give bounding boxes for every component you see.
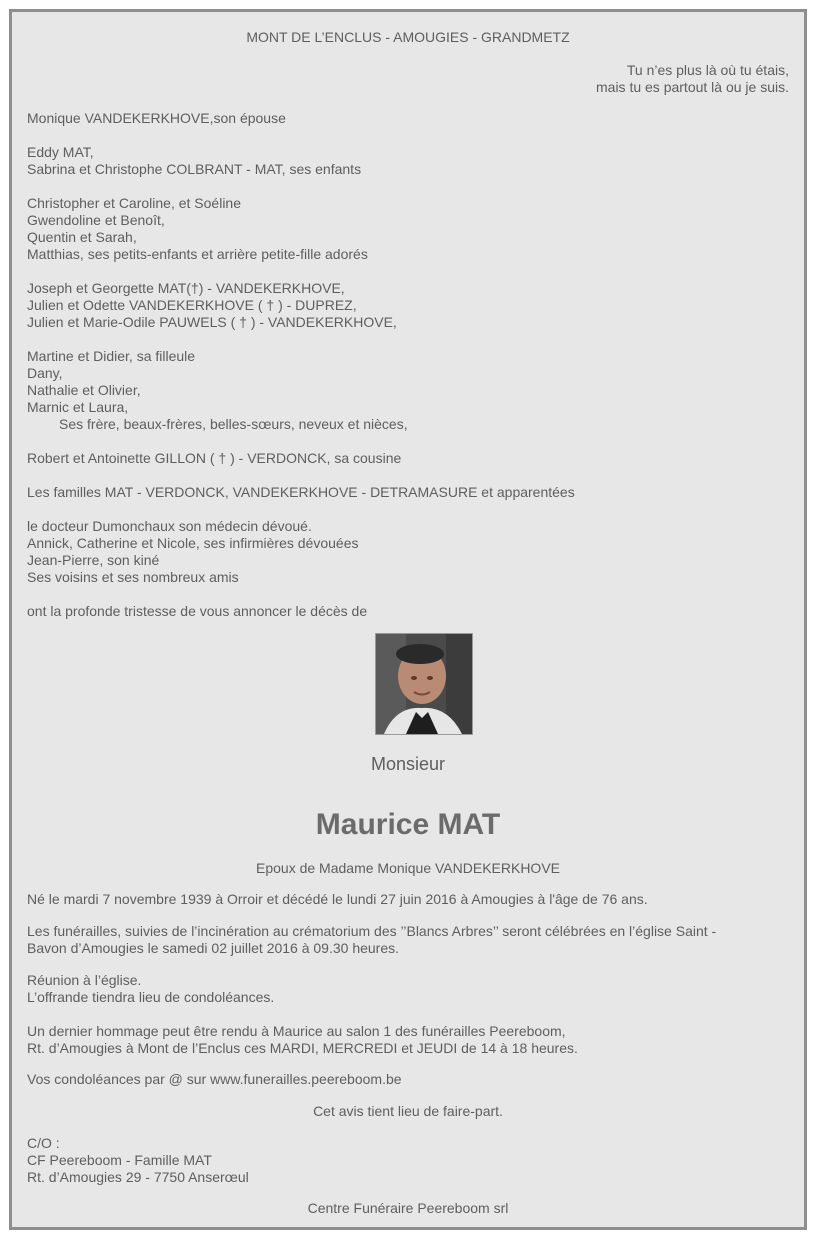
grandchildren-block	[27, 195, 789, 263]
spouse-line: Monique VANDEKERKHOVE,son épouse	[27, 110, 286, 126]
text-line: Sabrina et Christophe COLBRANT - MAT, ses enfants	[27, 161, 362, 177]
locations-header: MONT DE L’ENCLUS - AMOUGIES - GRANDMETZ	[246, 29, 570, 45]
text-line: Eddy MAT,	[27, 144, 94, 160]
text-line: Martine et Didier, sa filleule	[27, 348, 196, 364]
nephews-block	[27, 348, 789, 433]
families-line: Les familles MAT - VERDONCK, VANDEKERKHOVE - DETRAMASURE et apparentées	[27, 484, 575, 500]
text-line: CF Peereboom - Famille MAT	[27, 1152, 212, 1168]
text-line: Annick, Catherine et Nicole, ses infirmières dévouées	[27, 535, 359, 551]
epigraph-line: Tu n’es plus là où tu étais,	[626, 62, 789, 78]
text-line: Bavon d’Amougies le samedi 02 juillet 2016 à 09.30 heures.	[27, 940, 400, 956]
funeral-block	[27, 923, 789, 957]
obituary-card	[9, 9, 807, 1230]
reunion-block	[27, 972, 789, 1006]
text-line: Les funérailles, suivies de l’incinération au crématorium des ’’Blancs Arbres’’ seront célébrées en l’église Saint -	[27, 923, 717, 939]
text-line: Jean-Pierre, son kiné	[27, 552, 160, 568]
in-laws-block	[27, 280, 789, 331]
text-line: Christopher et Caroline, et Soéline	[27, 195, 242, 211]
birth-death-line: Né le mardi 7 novembre 1939 à Orroir et décédé le lundi 27 juin 2016 à Amougies à l'âge de 76 ans.	[27, 891, 648, 907]
text-line: Rt. d’Amougies 29 - 7750 Anserœul	[27, 1169, 249, 1185]
text-line: Réunion à l’église.	[27, 972, 142, 988]
text-line: Ses frère, beaux-frères, belles-sœurs, neveux et nièces,	[59, 416, 408, 432]
footer-company: Centre Funéraire Peereboom srl	[307, 1200, 509, 1216]
text-line: Marnic et Laura,	[27, 399, 129, 415]
spouse-of-line: Epoux de Madame Monique VANDEKERKHOVE	[256, 860, 560, 876]
announcement-line: ont la profonde tristesse de vous annoncer le décès de	[27, 603, 368, 619]
contact-block	[27, 1135, 789, 1186]
condolences-line: Vos condoléances par @ sur www.funerailles.peereboom.be	[27, 1071, 402, 1087]
text-line: Quentin et Sarah,	[27, 229, 137, 245]
portrait-photo	[375, 633, 473, 735]
tribute-block	[27, 1023, 789, 1057]
text-line: C/O :	[27, 1135, 60, 1151]
epigraph	[27, 62, 789, 96]
text-line: Rt. d’Amougies à Mont de l’Enclus ces MARDI, MERCREDI et JEUDI de 14 à 18 heures.	[27, 1040, 578, 1056]
cousin-line: Robert et Antoinette GILLON ( † ) - VERDONCK, sa cousine	[27, 450, 402, 466]
text-line: Joseph et Georgette MAT(†) - VANDEKERKHOVE,	[27, 280, 345, 296]
text-line: Gwendoline et Benoît,	[27, 212, 165, 228]
portrait-image	[376, 634, 472, 734]
title-monsieur: Monsieur	[370, 754, 446, 774]
text-line: Julien et Odette VANDEKERKHOVE ( † ) - DUPREZ,	[27, 297, 357, 313]
epigraph-line: mais tu es partout là ou je suis.	[596, 79, 789, 95]
text-line: L’offrande tiendra lieu de condoléances.	[27, 989, 275, 1005]
text-line: Julien et Marie-Odile PAUWELS ( † ) - VANDEKERKHOVE,	[27, 314, 397, 330]
text-line: Dany,	[27, 365, 63, 381]
text-line: Nathalie et Olivier,	[27, 382, 141, 398]
care-block	[27, 518, 789, 586]
text-line: le docteur Dumonchaux son médecin dévoué.	[27, 518, 312, 534]
text-line: Un dernier hommage peut être rendu à Maurice au salon 1 des funérailles Peereboom,	[27, 1023, 566, 1039]
text-line: Ses voisins et ses nombreux amis	[27, 569, 239, 585]
children-block	[27, 144, 789, 178]
text-line: Matthias, ses petits-enfants et arrière petite-fille adorés	[27, 246, 368, 262]
deceased-name: Maurice MAT	[315, 808, 501, 841]
notice-line: Cet avis tient lieu de faire-part.	[313, 1103, 503, 1119]
